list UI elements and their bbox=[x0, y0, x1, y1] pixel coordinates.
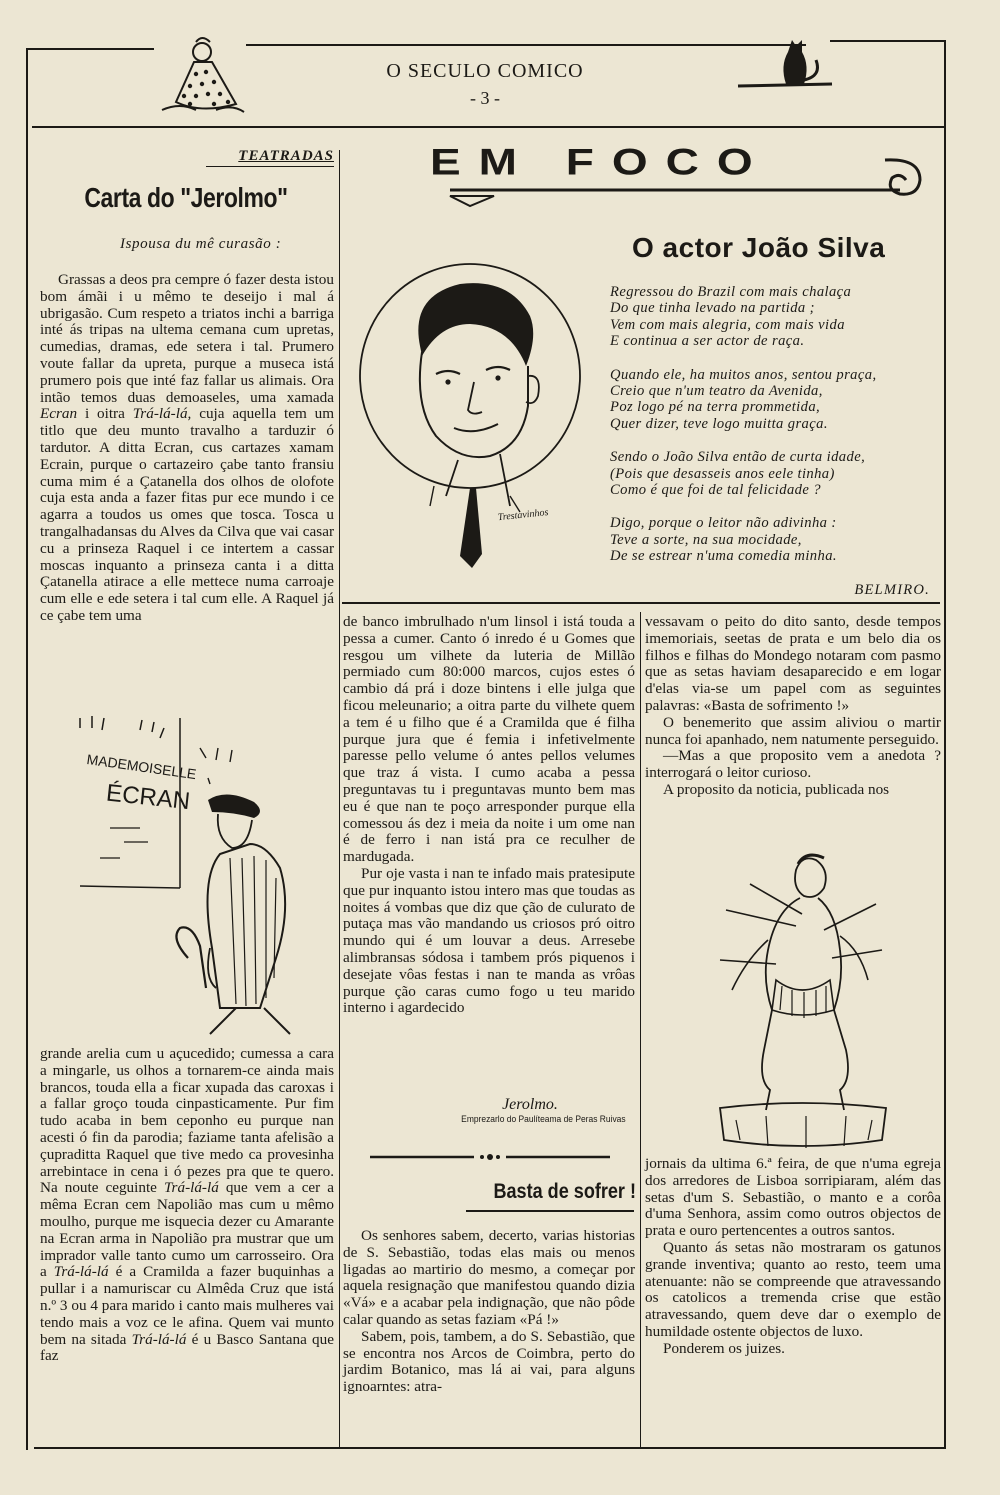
poem-stanza-1: Regressou do Brazil com mais chalaça Do que tinha levado na partida ; Vem com mais alegria, com mais vida E continua a ser actor de raça. bbox=[610, 284, 852, 350]
section-divider-ornament bbox=[370, 1150, 610, 1164]
article-headline: Carta do "Jerolmo" bbox=[84, 182, 288, 213]
frame-bottom bbox=[34, 1447, 946, 1449]
basta-para1: Os senhores sabem, decerto, varias historias de S. Sebastião, todas elas mais ou menos ligadas ao martirio do mesmo, a começar por aquela resignação que manifestou quando dizia «Vá» e a acabar pela indignação, que não pôde calar quando as setas faziam «Pá !» bbox=[343, 1227, 635, 1328]
col1-para2: grande arelia cum u açucedido; cumessa a cara a mingarle, us olhos a tornarem-ce ainda mais brancos, touda ella a ficar xupada das caroxas i a fallar groço touda cinpasticamente. Pur fim tudo acaba in bem ceponho eu purque nan acesti ó fin da parodia; faziame tanta afelisão a çupraditta Raquel que tive medo ca provesinha arrebintace in cena i ó pezes pra que te quero. Na noute ceguinte bbox=[40, 1045, 334, 1197]
col3-para7: Ponderem os juizes. bbox=[663, 1339, 785, 1357]
kicker-rule bbox=[206, 166, 334, 167]
caricaturist-signature: Trestavinhos bbox=[497, 507, 549, 524]
frame-right bbox=[944, 40, 946, 1448]
col2-para2: Pur oje vasta i nan te infado mais pratesipute que pur inquanto istou intero mas que toudas as noites á vombas que diz que ção de culurato de putaça mas vão mandando us criosos pró oitro mundo qui é um louvar a deus. Arresebe alimbransas sódosa i tambem prós piquenos i desejate vôas festas i nan te manda as vrôas purque ção caras cumo fogo u teu marido interno i agardecido bbox=[343, 864, 635, 1017]
col2-text-bottom bbox=[343, 1228, 635, 1396]
poem-stanza-4: Digo, porque o leitor não adivinha : Teve a sorte, na sua mocidade, De se estrear n'uma comedia minha. bbox=[610, 515, 837, 565]
header-top-rule-right bbox=[830, 40, 946, 42]
emfoco-bottom-rule bbox=[342, 602, 940, 604]
col2-right-rule bbox=[640, 612, 641, 1448]
basta-headline-underline bbox=[466, 1210, 634, 1212]
header-top-rule-mid bbox=[246, 44, 806, 46]
page-number: - 3 - bbox=[470, 88, 500, 108]
poem-author: BELMIRO. bbox=[854, 582, 930, 598]
poem-stanza-2: Quando ele, ha muitos anos, sentou praça, Creio que n'um teatro da Avenida, Poz logo pé na terra prommetida, Quer dizer, teve logo muitta graça. bbox=[610, 366, 877, 432]
basta-para2: Sabem, pois, tambem, a do S. Sebastião, que se encontra nos Arcos de Coimbra, perto do jardim Botanico, mas lá ai vai, para alguns ignoarntes: atra- bbox=[343, 1327, 635, 1396]
frame-left bbox=[26, 48, 28, 1450]
col3-para4: A proposito da noticia, publicada nos bbox=[663, 780, 890, 798]
col2-text-top bbox=[343, 614, 635, 1017]
col3-para5: jornais da ultima 6.ª feira, de que n'uma egreja dos arredores de Lisboa sorripiaram, além das setas d'um S. Sebastião, o manto e a corôa d'uma Senhora, assim como outros objectos de prata e ouro pertencentes a outros santos. bbox=[645, 1155, 941, 1240]
col3-para2: O benemerito que assim aliviou o martir nunca foi apanhado, nem natumente perseguido. bbox=[645, 713, 941, 748]
letter-signoff: Jerolmo. bbox=[502, 1096, 558, 1113]
header-title: O SECULO COMICO bbox=[386, 60, 584, 82]
col3-text-bottom bbox=[645, 1156, 941, 1358]
em-foco-subtitle: O actor João Silva bbox=[632, 232, 886, 263]
col3-para3: —Mas a que proposito vem a anedota ? interrogará o leitor curioso. bbox=[645, 747, 941, 782]
girl-mascot-icon bbox=[156, 32, 246, 116]
col3-para6: Quanto ás setas não mostraram os gatunos grande inventiva; quanto ao resto, teem uma atenuante: não se compreende que atravessando os catolicos a tremenda crise que estão atravessando, quem deve dar o exemplo de humildade ostente objectos de luxo. bbox=[645, 1238, 941, 1340]
poster-sign-ecran: ÉCRAN bbox=[104, 779, 192, 816]
em-foco-banner: EM FOCO bbox=[430, 140, 771, 183]
header-top-rule-left bbox=[26, 48, 154, 50]
banner-flourish bbox=[430, 150, 930, 220]
ecran-cartoon-illustration bbox=[40, 708, 340, 1048]
col1-text-top: Grassas a deos pra cempre ó fazer desta istou bom ámãi i u mêmo te deseijo i mal á ubrigasão. Cum respeto a triatos inchi a barriga inté ás tripas na ultema cemana cum upretas, cumedias, dramas, ede setera i tal. Prumero voute fallar da upreta, purque a museca istá prumero pois que inté faz fallar us alimais. Ora intão temos duas demoaseles, uma xamada Ecran i oitra Trá-lá-lá, cuja aquella tem um titlo que deu munto travalho a tarduzir ó tardutor. A ditta Ecran, cus cartazes xamam Ecrain, purque o cartazeiro çabe tanto fransiu cuma mim é a Çatanella dos olhos de olofote cuja esta anda a fazer fitas pur ece mundo i ce agarra a toudos us omes que tosca. Tosca u trangalhadansas du Alves da Cilva que vai casar cu a prinseza Raquel i ce intertem a cassar moscas inquanto a prinseza canta i a ditta Çatanella atirace a elle mettece numa carroaje cum elle e ede setera i tal cum elle. A Raquel já ce çabe tem uma bbox=[40, 271, 335, 624]
col3-text-top bbox=[645, 614, 941, 799]
cat-mascot-icon bbox=[736, 30, 836, 90]
letter-salutation: Ispousa du mê curasão : bbox=[120, 236, 282, 252]
col1-text-bottom: grande arelia cum u açucedido; cumessa a cara a mingarle, us olhos a tornarem-ce ainda mais brancos, touda ella a ficar xupada das caroxas i a fallar groço touda cinpasticamente. Pur fim tudo acaba in bem ceponho eu purque nan acesti ó fin da parodia; faziame tanta afelisão a çupraditta Raquel que tive medo ca provesinha arrebintace in cena i ó pezes pra que te quero. Na noute ceguinte Trá-lá-lá que vem a cer a mêma Ecran cem Napolião mas cum u mêmo moulho, purque me isquecia dezer cu Amarante na Ecran arma in Napolião pra mustrar que um imprador valle tanto cumo um carrosseiro. Ora a Trá-lá-lá é a Cramilda a fazer buquinhas a pullar i a namuriscar cu Almêda Cruz que istá n.º 3 ou 4 para marido i canto mais mulheres vai tendo mais a voz ce le afina. Quem vai munto bem na sitada Trá-lá-lá é u Basco Santana que faz bbox=[40, 1045, 334, 1365]
header-bottom-rule bbox=[32, 126, 946, 128]
joao-silva-caricature bbox=[350, 256, 590, 576]
section-kicker: TEATRADAS bbox=[238, 148, 334, 164]
col1-para1: Grassas a deos pra cempre ó fazer desta istou bom ámãi i u mêmo te deseijo i mal á ubrigasão. Cum respeto a triatos inchi a barriga inté ás tripas na ultema cemana cum upretas, cumedias, dramas, ede setera i tal. Prumero voute fallar da upreta, purque a museca istá prumero pois que inté faz fallar us alimais. Ora intão temos duas demoaseles, uma xamada bbox=[40, 271, 334, 406]
col3-para1: vessavam o peito do dito santo, desde tempos imemoriais, seetas de prata e um belo dia os filhos e filhas do Mondego notaram com pasmo que as setas haviam desaparecido e em logar d'elas via-se um papel com as seguintes palavras: «Basta de sofrimento !» bbox=[645, 613, 941, 714]
basta-headline: Basta de sofrer ! bbox=[493, 1180, 636, 1203]
poster-sign-mademoiselle: MADEMOISELLE bbox=[85, 750, 198, 783]
saint-sebastian-illustration bbox=[706, 840, 896, 1160]
col2-para1: de banco imbrulhado n'um linsol i istá touda a pessa a cumer. Canto ó inredo é u Gomes que resgou um vilhete da luteria de Millão permiado cum 80:000 marcos, cujos estes ó cambio dá prá i doze bintens i elle julga que ficou meleunario; a oitra parte du vilhete quem a tem é u filho que é a Cramilda que é filha purque jura que é femia i infetivelmente paresse pello velume ó antes pellos velumes que traz á vista. I cumo acaba a pessa preguntavas tu i preguntavas munto bem mas eu é que nan te poço arresponder purque ella comessou ás dez i meia da noite i um ome nan é de ferro i nan istá pra ce reculher de mardugada. bbox=[343, 613, 635, 866]
letter-signoff-title: Emprezarlo do Paulíteama de Peras Ruivas bbox=[461, 1114, 626, 1124]
poem-stanza-3: Sendo o João Silva então de curta idade, (Pois que desasseis anos eele tinha) Como é que foi de tal felicidade ? bbox=[610, 449, 866, 499]
poem bbox=[610, 284, 940, 582]
